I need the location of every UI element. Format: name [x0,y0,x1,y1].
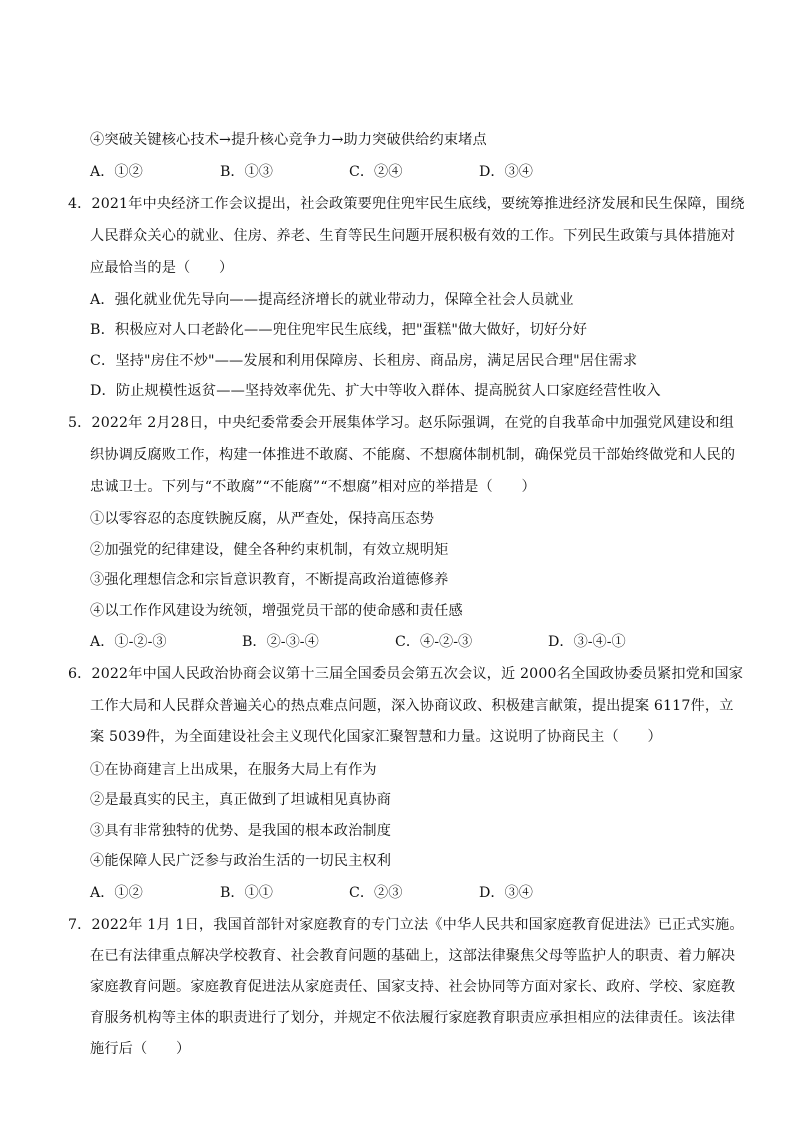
q3-item-4: ④突破关键核心技术→提升核心竞争力→助力突破供给约束堵点 [90,132,487,148]
q6-item-2: ②是最真实的民主，真正做到了坦诚相见真协商 [90,792,392,808]
q7-stem-line-5: 施行后（ ） [90,1041,191,1057]
q4-choice-c: C．坚持"房住不炒"——发展和利用保障房、长租房、商品房，满足居民合理"居住需求 [90,353,638,369]
q6-option-c: C．②③ [349,885,403,901]
q5-option-a: A．①-②-③ [90,634,167,650]
q5-item-2: ②加强党的纪律建设，健全各种约束机制，有效立规明矩 [90,542,449,558]
q4-text-1: 2021年中央经济工作会议提出，社会政策要兜住兜牢民生底线，要统筹推进经济发展和民生保障，围绕 [91,196,745,212]
q4-number: 4． [68,196,92,212]
q3-options [90,162,730,182]
q5-option-c: C．④-②-③ [395,634,473,650]
q6-option-b: B．①① [220,885,273,901]
q6-stem-line-3: 案 5039件，为全面建设社会主义现代化国家汇聚智慧和力量。这说明了协商民主（ ） [90,729,662,745]
q5-number: 5． [68,415,92,431]
q4-choice-b: B．积极应对人口老龄化——兜住兜牢民生底线，把"蛋糕"做大做好，切好分好 [90,322,588,338]
q7-stem-line-1 [68,915,744,935]
q3-option-c: C．②④ [349,164,403,180]
q6-stem-line-2: 工作大局和人民群众普遍关心的热点难点问题，深入协商议政、积极建言献策，提出提案 6117件，立 [90,698,734,714]
q5-item-3: ③强化理想信念和宗旨意识教育，不断提高政治道德修养 [90,572,449,588]
q6-number: 6． [68,666,92,682]
q4-choice-d: D．防止规模性返贫——坚持效率优先、扩大中等收入群体、提高脱贫人口家庭经营性收入 [90,383,661,399]
q5-option-d: D．③-④-① [548,634,626,650]
q7-number: 7． [68,917,92,933]
q3-option-a: A．①② [90,164,143,180]
q4-choice-a: A．强化就业优先导向——提高经济增长的就业带动力，保障全社会人员就业 [90,292,574,308]
q4-stem-line-3: 应最恰当的是（ ） [90,260,234,276]
q7-text-1: 2022年 1月 1日，我国首部针对家庭教育的专门立法《中华人民共和国家庭教育促进法》已正式实施。 [91,917,744,933]
q5-stem-line-1 [68,413,734,433]
q3-option-b: B．①③ [220,164,273,180]
q5-options [90,632,730,652]
q6-option-a: A．①② [90,885,143,901]
q6-option-d: D．③④ [479,885,533,901]
q5-option-b: B．②-③-④ [242,634,319,650]
q4-stem-line-2: 人民群众关心的就业、住房、养老、生育等民生问题开展积极有效的工作。下列民生政策与具体措施对 [90,228,736,244]
q4-stem-line-1 [68,194,745,214]
q5-item-4: ④以工作作风建设为统领，增强党员干部的使命感和责任感 [90,603,463,619]
q5-stem-line-3: 忠诚卫士。下列与“不敢腐”“不能腐”“不想腐”相对应的举措是（ ） [90,479,536,495]
q5-text-1: 2022年 2月28日，中央纪委常委会开展集体学习。赵乐际强调，在党的自我革命中加强党风建设和组 [91,415,734,431]
q5-stem-line-2: 织协调反腐败工作，构建一体推进不敢腐、不能腐、不想腐体制机制，确保党员干部始终做党和人民的 [90,447,736,463]
q6-item-3: ③具有非常独特的优势、是我国的根本政治制度 [90,823,392,839]
q6-item-1: ①在协商建言上出成果，在服务大局上有作为 [90,762,377,778]
q6-stem-line-1 [68,664,744,684]
q7-stem-line-4: 育服务机构等主体的职责进行了划分，并规定不依法履行家庭教育职责应承担相应的法律责任。该法律 [90,1010,736,1026]
q6-options [90,883,730,903]
q6-text-1: 2022年中国人民政治协商会议第十三届全国委员会第五次会议，近 2000名全国政协委员紧扣党和国家 [91,666,744,682]
q5-item-1: ①以零容忍的态度铁腕反腐，从严查处，保持高压态势 [90,511,435,527]
q3-option-d: D．③④ [479,164,533,180]
q6-item-4: ④能保障人民广泛参与政治生活的一切民主权利 [90,853,392,869]
q7-stem-line-2: 在已有法律重点解决学校教育、社会教育问题的基础上，这部法律聚焦父母等监护人的职责、着力解决 [90,948,736,964]
q7-stem-line-3: 家庭教育问题。家庭教育促进法从家庭责任、国家支持、社会协同等方面对家长、政府、学校、家庭教 [90,979,736,995]
